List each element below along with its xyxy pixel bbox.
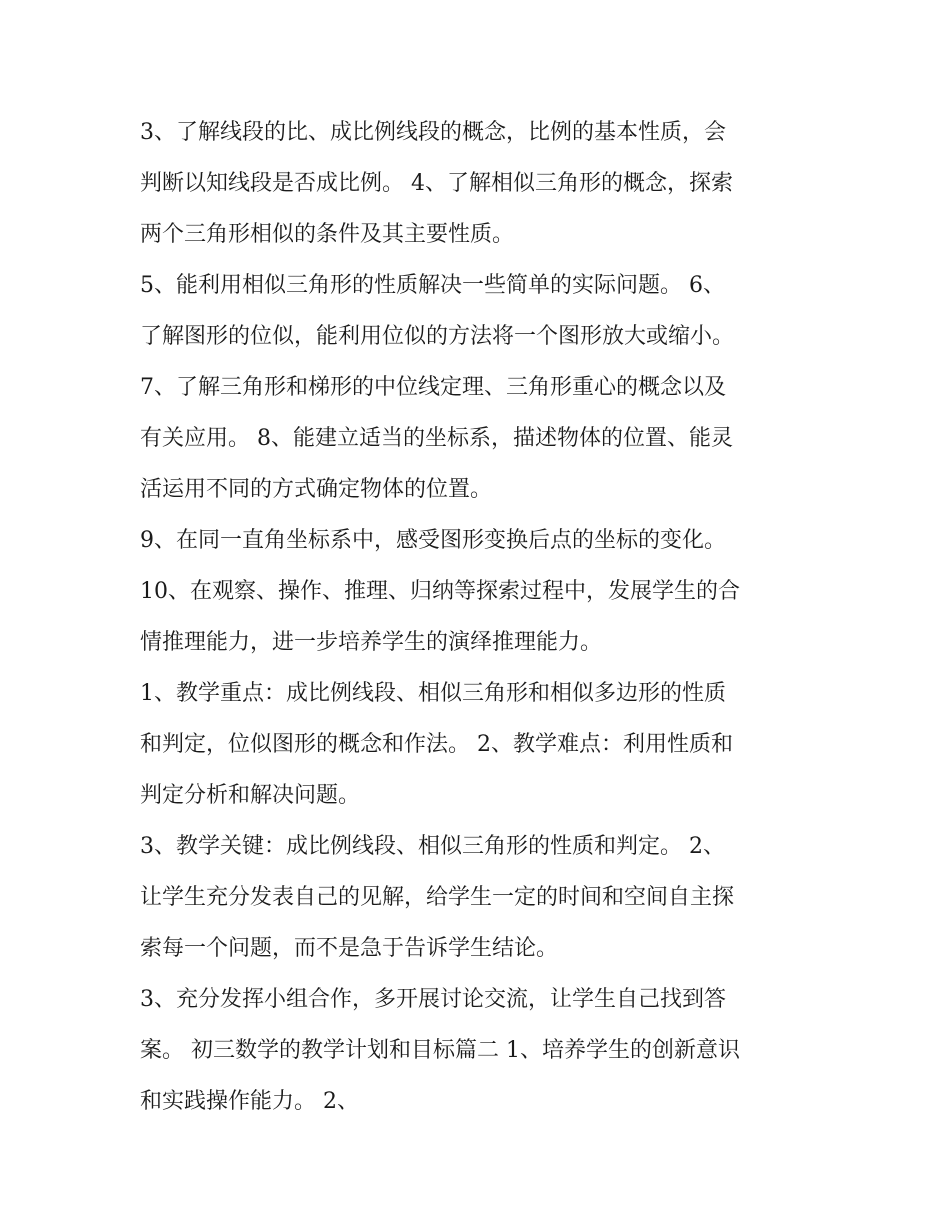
- text-line: 9、在同一直角坐标系中，感受图形变换后点的坐标的变化。: [140, 528, 726, 553]
- text-line: 活运用不同的方式确定物体的位置。: [140, 477, 493, 502]
- text-line: 两个三角形相似的条件及其主要性质。: [140, 222, 515, 247]
- text-line: 判断以知线段是否成比例。 4、了解相似三角形的概念，探索: [140, 171, 733, 196]
- text-line: 10、在观察、操作、推理、归纳等探索过程中，发展学生的合: [140, 579, 740, 604]
- text-line: 判定分析和解决问题。: [140, 783, 361, 808]
- text-line: 情推理能力，进一步培养学生的演绎推理能力。: [140, 630, 603, 655]
- text-line: 3、了解线段的比、成比例线段的概念，比例的基本性质，会: [140, 120, 726, 145]
- text-line: 5、能利用相似三角形的性质解决一些简单的实际问题。 6、: [140, 273, 725, 298]
- text-line: 3、充分发挥小组合作，多开展讨论交流，让学生自己找到答: [140, 987, 726, 1012]
- text-line: 和判定，位似图形的概念和作法。 2、教学难点：利用性质和: [140, 732, 733, 757]
- text-line: 了解图形的位似，能利用位似的方法将一个图形放大或缩小。: [140, 324, 735, 349]
- text-line: 1、教学重点：成比例线段、相似三角形和相似多边形的性质: [140, 681, 726, 706]
- text-line: 3、教学关键：成比例线段、相似三角形的性质和判定。 2、: [140, 834, 725, 859]
- text-line: 7、了解三角形和梯形的中位线定理、三角形重心的概念以及: [140, 375, 726, 400]
- text-line: 案。 初三数学的教学计划和目标篇二 1、培养学生的创新意识: [140, 1038, 740, 1063]
- text-line: 和实践操作能力。 2、: [140, 1089, 359, 1114]
- text-line: 索每一个问题，而不是急于告诉学生结论。: [140, 936, 559, 961]
- document-body: [140, 107, 820, 1127]
- text-line: 让学生充分发表自己的见解，给学生一定的时间和空间自主探: [140, 885, 735, 910]
- text-line: 有关应用。 8、能建立适当的坐标系，描述物体的位置、能灵: [140, 426, 733, 451]
